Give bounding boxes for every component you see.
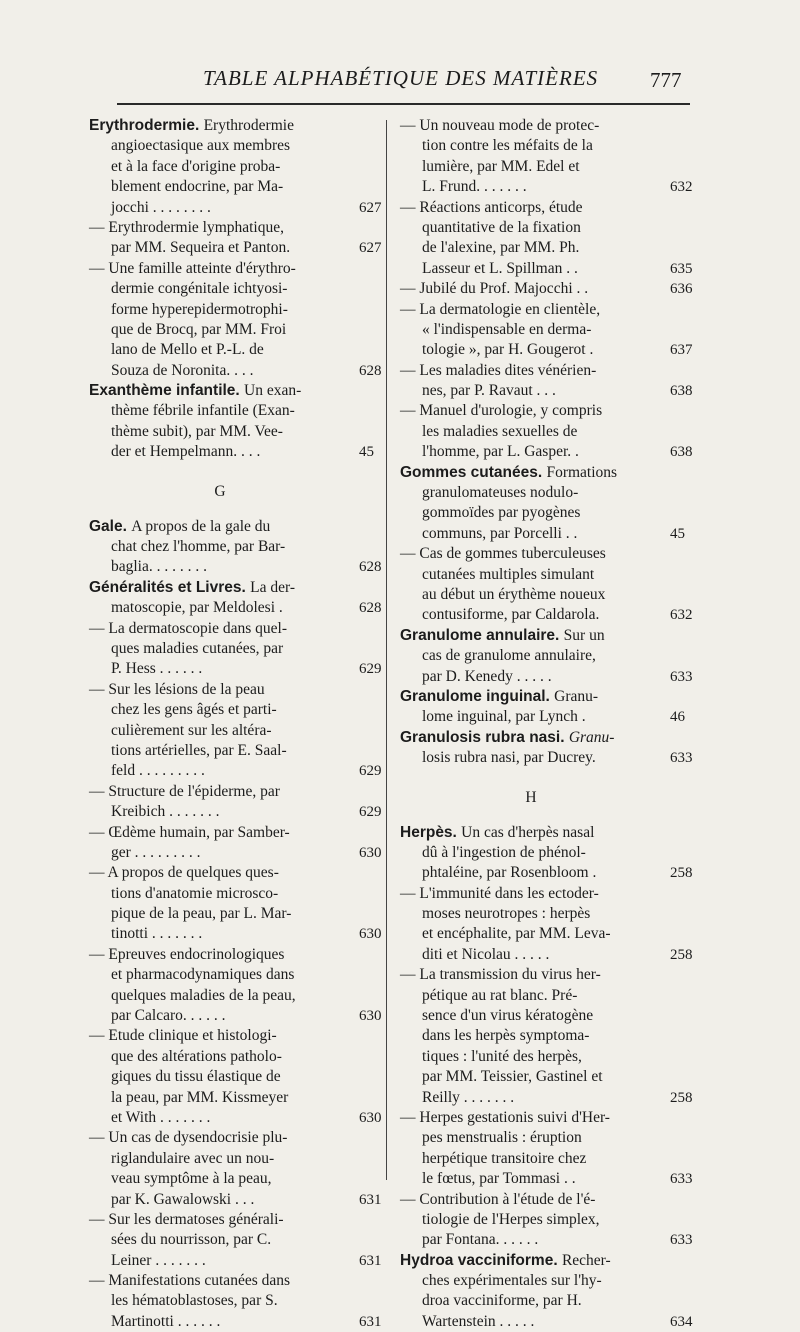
entry-text: de l'alexine, par MM. Ph. — [422, 239, 580, 257]
entry-line — [89, 198, 382, 218]
entry-text: — Erythrodermie lymphatique, — [89, 218, 284, 236]
entry-line — [400, 707, 685, 727]
entry-text: dû à l'ingestion de phénol- — [422, 843, 586, 861]
entry-text: herpétique transitoire chez — [422, 1149, 587, 1167]
entry-text: veau symptôme à la peau, — [111, 1170, 272, 1188]
entry-text: forme hyperepidermotrophi- — [111, 300, 288, 318]
entry-line — [400, 646, 662, 666]
index-entry — [400, 823, 693, 1251]
entry-line — [400, 1210, 662, 1230]
entry-text: granulomateuses nodulo- — [422, 484, 579, 502]
entry-text: moses neurotropes : herpès — [422, 905, 591, 923]
entry-text: thème fébrile infantile (Exan- — [111, 402, 295, 420]
entry-text: cas de granulome annulaire, — [422, 647, 596, 665]
entry-line — [89, 578, 351, 598]
entry-line — [89, 639, 351, 659]
entry-text: — Jubilé du Prof. Majocchi . . — [400, 280, 589, 298]
entry-line — [400, 687, 662, 707]
entry-text: tinotti . . . . . . . — [111, 925, 203, 943]
entry-line — [89, 1149, 351, 1169]
page-reference: 633 — [670, 1232, 693, 1249]
page-reference: 633 — [670, 1171, 693, 1188]
entry-line — [89, 1169, 351, 1189]
entry-text: — La dermatologie en clientèle, — [400, 300, 601, 318]
entry-text: — La transmission du virus her- — [400, 966, 601, 984]
entry-text: pique de la peau, par L. Mar- — [111, 905, 292, 923]
entry-text: tions d'anatomie microsco- — [111, 884, 279, 902]
page-reference: 45 — [670, 525, 685, 542]
entry-text: P. Hess . . . . . . — [111, 660, 203, 678]
entry-text: — Structure de l'épiderme, par — [89, 782, 280, 800]
entry-line — [400, 1006, 662, 1026]
entry-text: — Epreuves endocrinologiques — [89, 945, 285, 963]
index-entry — [400, 1251, 693, 1332]
entry-text: nes, par P. Ravaut . . . — [422, 382, 556, 400]
entry-line — [400, 116, 662, 136]
entry-line — [89, 1271, 351, 1291]
entry-line — [89, 761, 382, 781]
entry-text: jocchi . . . . . . . . — [111, 198, 211, 216]
entry-line — [400, 340, 693, 360]
entry-text: sence d'un virus kératogène — [422, 1007, 594, 1025]
entry-line — [400, 1108, 662, 1128]
entry-text: angioectasique aux membres — [111, 137, 291, 155]
entry-heading: Erythrodermie. — [89, 117, 204, 134]
entry-text: giques du tissu élastique de — [111, 1068, 281, 1086]
entry-text: sées du nourrisson, par C. — [111, 1231, 272, 1249]
entry-text: par MM. Teissier, Gastinel et — [422, 1068, 603, 1086]
entry-heading: Gale. — [89, 517, 132, 535]
entry-line — [400, 1026, 662, 1046]
entry-text: — La dermatoscopie dans quel- — [89, 619, 287, 637]
entry-line — [400, 1312, 693, 1332]
entry-text: ger . . . . . . . . . — [111, 843, 201, 861]
entry-text: chat chez l'homme, par Bar- — [111, 538, 286, 556]
entry-line — [89, 1210, 351, 1230]
entry-line — [89, 1026, 351, 1046]
entry-text: que de Brocq, par MM. Froi — [111, 320, 287, 338]
entry-line — [89, 619, 351, 639]
entry-text: Granu- — [568, 728, 615, 746]
page-reference: 630 — [359, 1109, 382, 1126]
entry-line — [400, 965, 662, 985]
entry-text: Granu- — [554, 687, 599, 705]
entry-text: — Sur les lésions de la peau — [89, 680, 265, 698]
entry-line — [89, 843, 382, 863]
entry-line — [400, 605, 693, 625]
entry-line — [400, 544, 662, 564]
entry-text: chez les gens âgés et parti- — [111, 701, 277, 719]
entry-line — [89, 884, 351, 904]
entry-line — [89, 659, 382, 679]
entry-text: — Manuel d'urologie, y compris — [400, 402, 603, 420]
entry-text: Recher- — [561, 1251, 611, 1269]
entry-line — [89, 401, 351, 421]
page-reference: 634 — [670, 1313, 693, 1330]
entry-line — [400, 1088, 693, 1108]
entry-line — [400, 1169, 693, 1189]
entry-text: der et Hempelmann. . . . — [111, 443, 261, 461]
index-entry — [89, 381, 374, 463]
entry-text: dermie congénitale ichtyosi- — [111, 280, 288, 298]
entry-line — [89, 136, 351, 156]
entry-line — [89, 863, 351, 883]
entry-text: — Contribution à l'étude de l'é- — [400, 1190, 596, 1208]
entry-line — [400, 863, 693, 883]
entry-text: tiques : l'unité des herpès, — [422, 1047, 582, 1065]
entry-text: l'homme, par L. Gasper. . — [422, 443, 579, 461]
entry-text: cutanées multiples simulant — [422, 565, 595, 583]
entry-line — [89, 721, 351, 741]
entry-line — [400, 823, 662, 843]
entry-text: riglandulaire avec un nou- — [111, 1149, 275, 1167]
entry-heading: Hydroa vacciniforme. — [400, 1251, 562, 1269]
entry-text: lano de Mello et P.-L. de — [111, 341, 264, 359]
entry-heading: Granulome inguinal. — [400, 687, 555, 705]
entry-text: Sur un — [563, 626, 605, 644]
page-reference: 627 — [359, 240, 382, 257]
entry-line — [89, 300, 351, 320]
entry-text: — Réactions anticorps, étude — [400, 198, 583, 216]
section-letter: G — [214, 482, 226, 500]
page-reference: 627 — [359, 199, 382, 216]
entry-line — [400, 904, 662, 924]
page-reference: 258 — [670, 1089, 693, 1106]
entry-text: — Manifestations cutanées dans — [89, 1272, 291, 1290]
entry-line — [400, 565, 662, 585]
entry-line — [400, 259, 693, 279]
entry-line — [89, 823, 351, 843]
entry-line — [400, 748, 693, 768]
entry-text: A propos de la gale du — [131, 517, 271, 535]
page-reference: 632 — [670, 607, 693, 624]
page-reference: 258 — [670, 946, 693, 963]
entry-text: blement endocrine, par Ma- — [111, 178, 284, 196]
entry-text: — Œdème humain, par Samber- — [89, 823, 290, 841]
entry-line — [89, 218, 351, 238]
entry-text: Leiner . . . . . . . — [111, 1251, 206, 1269]
entry-text: — Un cas de dysendocrisie plu- — [89, 1129, 288, 1147]
entry-text: par MM. Sequeira et Panton. — [111, 239, 291, 257]
entry-text: Reilly . . . . . . . — [422, 1088, 515, 1106]
entry-line — [89, 986, 351, 1006]
entry-text: losis rubra nasi, par Ducrey. — [422, 749, 596, 767]
entry-text: L. Frund. . . . . . . — [422, 178, 527, 196]
entry-line — [400, 1291, 662, 1311]
index-entry — [400, 728, 693, 769]
entry-line — [89, 537, 351, 557]
index-entry — [89, 517, 382, 578]
entry-line — [400, 728, 662, 748]
entry-text: tion contre les méfaits de la — [422, 137, 593, 155]
entry-line — [400, 422, 662, 442]
page-reference: 629 — [359, 763, 382, 780]
page-reference: 637 — [670, 342, 693, 359]
entry-line — [89, 340, 351, 360]
entry-line — [89, 802, 382, 822]
entry-line — [400, 986, 662, 1006]
page-reference: 630 — [359, 1008, 382, 1025]
page-number: 777 — [650, 68, 682, 92]
column-divider — [386, 120, 387, 1180]
left-column — [89, 116, 382, 1332]
entry-line — [89, 557, 382, 577]
index-entry — [400, 116, 693, 463]
entry-text: contusiforme, par Caldarola. — [422, 606, 600, 624]
entry-heading: Exanthème infantile. — [89, 382, 245, 400]
page-reference: 631 — [359, 1191, 382, 1208]
entry-text: pétique au rat blanc. Pré- — [422, 986, 578, 1004]
entry-text: Wartenstein . . . . . — [422, 1312, 535, 1330]
entry-text: feld . . . . . . . . . — [111, 762, 205, 780]
entry-line — [89, 1006, 382, 1026]
page-reference: 628 — [359, 600, 382, 617]
entry-text: et à la face d'origine proba- — [111, 157, 281, 175]
entry-line — [400, 843, 662, 863]
entry-line — [400, 1149, 662, 1169]
entry-line — [400, 300, 662, 320]
entry-line — [400, 945, 693, 965]
page-reference: 633 — [670, 668, 693, 685]
page-reference: 638 — [670, 444, 693, 461]
entry-line — [89, 279, 351, 299]
entry-text: gommoïdes par pyogènes — [422, 504, 581, 522]
entry-text: le fœtus, par Tommasi . . — [422, 1170, 576, 1188]
entry-line — [89, 782, 351, 802]
entry-text: — Une famille atteinte d'érythro- — [89, 259, 296, 277]
entry-line — [400, 1230, 693, 1250]
entry-line — [89, 422, 351, 442]
entry-line — [89, 259, 351, 279]
entry-heading: Granulosis rubra nasi. — [400, 728, 569, 746]
entry-line — [89, 157, 351, 177]
running-title: TABLE ALPHABÉTIQUE DES MATIÈRES — [203, 66, 599, 90]
entry-line — [400, 667, 693, 687]
entry-text: ches expérimentales sur l'hy- — [422, 1272, 602, 1290]
entry-line — [89, 116, 351, 136]
entry-line — [89, 945, 351, 965]
entry-line — [400, 503, 662, 523]
entry-text: quantitative de la fixation — [422, 218, 581, 236]
entry-text: thème subit), par MM. Vee- — [111, 422, 283, 440]
entry-text: ques maladies cutanées, par — [111, 639, 284, 657]
entry-line — [89, 924, 382, 944]
entry-line — [89, 320, 351, 340]
entry-line — [400, 1128, 662, 1148]
entry-text: Erythrodermie — [203, 117, 294, 134]
entry-text: lumière, par MM. Edel et — [422, 157, 580, 175]
entry-line — [400, 136, 662, 156]
entry-text: tions artérielles, par E. Saal- — [111, 741, 287, 759]
entry-line — [400, 1190, 662, 1210]
entry-text: diti et Nicolau . . . . . — [422, 945, 550, 963]
entry-text: que des altérations patholo- — [111, 1047, 282, 1065]
entry-text: la peau, par MM. Kissmeyer — [111, 1088, 289, 1106]
entry-line — [89, 442, 374, 462]
index-entry — [400, 463, 693, 626]
entry-line — [400, 442, 693, 462]
entry-text: — Etude clinique et histologi- — [89, 1027, 277, 1045]
entry-text: culièrement sur les altéra- — [111, 721, 272, 739]
entry-text: communs, par Porcelli . . — [422, 524, 578, 542]
entry-text: — Herpes gestationis suivi d'Her- — [400, 1108, 610, 1126]
entry-line — [89, 1291, 351, 1311]
entry-text: Lasseur et L. Spillman . . — [422, 259, 578, 277]
entry-text: La der- — [250, 578, 295, 596]
page-reference: 630 — [359, 926, 382, 943]
entry-line — [89, 1067, 351, 1087]
entry-text: lome inguinal, par Lynch . — [422, 708, 586, 726]
index-entry — [400, 626, 693, 687]
entry-line — [400, 483, 662, 503]
page-reference: 635 — [670, 260, 693, 277]
entry-line — [89, 1251, 382, 1271]
entry-line — [89, 965, 351, 985]
entry-text: par D. Kenedy . . . . . — [422, 667, 552, 685]
page-reference: 46 — [670, 709, 685, 726]
entry-line — [89, 700, 351, 720]
entry-text: tiologie de l'Herpes simplex, — [422, 1210, 600, 1228]
entry-line — [400, 381, 693, 401]
entry-line — [89, 1312, 382, 1332]
entry-text: droa vacciniforme, par H. — [422, 1292, 582, 1310]
page-reference: 633 — [670, 750, 693, 767]
entry-text: par K. Gawalowski . . . — [111, 1190, 255, 1208]
page-reference: 628 — [359, 559, 382, 576]
entry-heading: Granulome annulaire. — [400, 626, 564, 644]
entry-text: — L'immunité dans les ectoder- — [400, 884, 599, 902]
entry-line — [89, 517, 351, 537]
entry-line — [400, 157, 662, 177]
entry-text: baglia. . . . . . . . — [111, 558, 207, 576]
entry-text: — Cas de gommes tuberculeuses — [400, 545, 606, 563]
page-reference: 638 — [670, 383, 693, 400]
entry-text: — Un nouveau mode de protec- — [400, 117, 600, 134]
entry-text: Formations — [546, 463, 618, 481]
entry-text: et encéphalite, par MM. Leva- — [422, 925, 611, 943]
page-reference: 45 — [359, 444, 374, 461]
page-reference: 636 — [670, 281, 693, 298]
entry-line — [400, 463, 662, 483]
entry-line — [89, 741, 351, 761]
entry-line — [89, 1047, 351, 1067]
entry-text: « l'indispensable en derma- — [422, 320, 592, 338]
entry-line — [89, 1230, 351, 1250]
entry-text: Un exan- — [244, 382, 302, 400]
entry-line — [400, 238, 662, 258]
entry-line — [400, 279, 693, 299]
entry-line — [400, 585, 662, 605]
entry-line — [89, 1108, 382, 1128]
entry-text: Souza de Noronita. . . . — [111, 361, 254, 379]
page-reference: 630 — [359, 844, 382, 861]
entry-line — [89, 361, 382, 381]
entry-text: — Sur les dermatoses générali- — [89, 1210, 284, 1228]
page-reference: 631 — [359, 1313, 382, 1330]
entry-text: pes menstrualis : éruption — [422, 1129, 582, 1147]
page-reference: 258 — [670, 865, 693, 882]
header-rule — [117, 103, 690, 105]
entry-line — [400, 1047, 662, 1067]
entry-line — [400, 177, 693, 197]
entry-line — [400, 218, 662, 238]
entry-line — [89, 1190, 382, 1210]
entry-text: Martinotti . . . . . . — [111, 1312, 221, 1330]
page-reference: 631 — [359, 1252, 382, 1269]
entry-line — [400, 884, 662, 904]
right-column — [400, 116, 693, 1332]
entry-line — [89, 1128, 351, 1148]
entry-line — [400, 1251, 662, 1271]
entry-text: et pharmacodynamiques dans — [111, 966, 295, 984]
page-reference: 629 — [359, 804, 382, 821]
entry-text: dans les herpès symptoma- — [422, 1027, 590, 1045]
entry-line — [89, 598, 382, 618]
entry-text: — Les maladies dites vénérien- — [400, 361, 597, 379]
running-header — [0, 66, 800, 96]
entry-line — [400, 626, 662, 646]
entry-line — [89, 177, 351, 197]
entry-line — [400, 320, 662, 340]
entry-text: Kreibich . . . . . . . — [111, 803, 220, 821]
entry-line — [400, 924, 662, 944]
entry-line — [400, 198, 662, 218]
entry-text: les maladies sexuelles de — [422, 422, 578, 440]
index-entry — [400, 687, 685, 728]
entry-text: au début un érythème noueux — [422, 585, 606, 603]
entry-text: Un cas d'herpès nasal — [461, 823, 595, 841]
entry-line — [89, 238, 382, 258]
entry-text: par Fontana. . . . . . — [422, 1231, 539, 1249]
entry-text: quelques maladies de la peau, — [111, 986, 296, 1004]
entry-text: matoscopie, par Meldolesi . — [111, 599, 283, 617]
entry-text: par Calcaro. . . . . . — [111, 1007, 226, 1025]
entry-text: et With . . . . . . . — [111, 1108, 211, 1126]
entry-line — [400, 1067, 662, 1087]
entry-heading: Herpès. — [400, 823, 462, 841]
page-reference: 632 — [670, 179, 693, 196]
entry-line — [400, 401, 662, 421]
entry-text: les hématoblastoses, par S. — [111, 1292, 278, 1310]
page-reference: 629 — [359, 661, 382, 678]
entry-text: phtaléine, par Rosenbloom . — [422, 864, 597, 882]
entry-text: — A propos de quelques ques- — [89, 864, 279, 882]
entry-heading: Généralités et Livres. — [89, 578, 251, 596]
index-entry — [89, 578, 382, 1332]
page-reference: 628 — [359, 362, 382, 379]
entry-line — [400, 1271, 662, 1291]
entry-line — [89, 904, 351, 924]
entry-line — [400, 361, 662, 381]
entry-line — [89, 680, 351, 700]
section-letter: H — [525, 788, 537, 806]
entry-line — [89, 1088, 351, 1108]
entry-text: tologie », par H. Gougerot . — [422, 341, 594, 359]
entry-line — [400, 524, 685, 544]
index-entry — [89, 116, 382, 381]
entry-line — [89, 381, 351, 401]
entry-heading: Gommes cutanées. — [400, 463, 547, 481]
